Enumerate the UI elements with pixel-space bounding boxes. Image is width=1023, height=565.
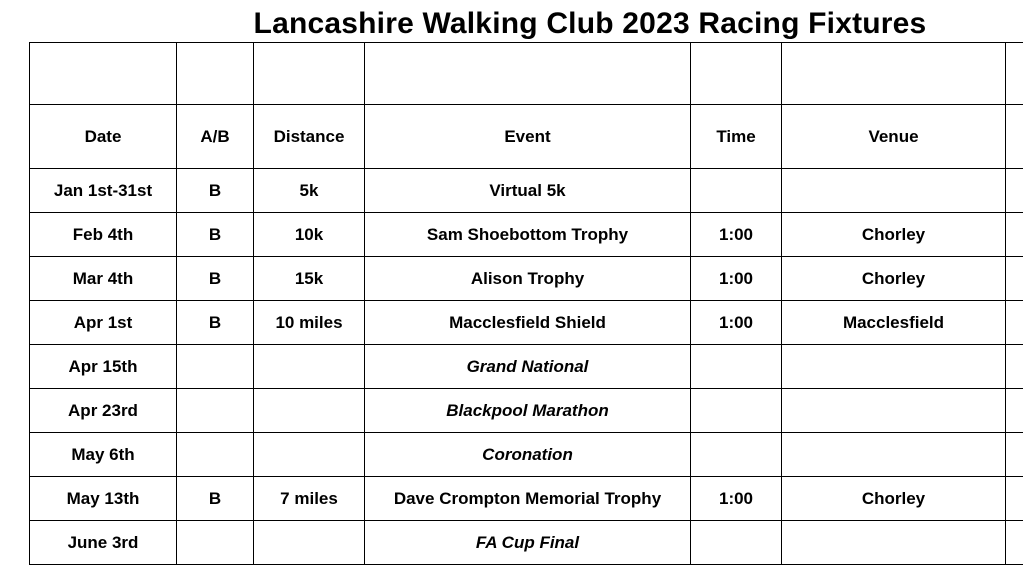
cell-ab: B: [177, 301, 254, 345]
cell-distance: [254, 433, 365, 477]
table-row: [30, 477, 1023, 521]
cell-date: Apr 15th: [30, 345, 177, 389]
cell-date: Mar 4th: [30, 257, 177, 301]
cell-distance: 5k: [254, 169, 365, 213]
table-row: [30, 213, 1023, 257]
cell-distance: [254, 389, 365, 433]
cell-extra: [1006, 389, 1023, 433]
cell-venue: Macclesfield: [782, 301, 1006, 345]
cell-ab: B: [177, 169, 254, 213]
header-time: Time: [691, 105, 782, 169]
cell-event: Alison Trophy: [365, 257, 691, 301]
cell-extra: [1006, 477, 1023, 521]
cell-date: Feb 4th: [30, 213, 177, 257]
cell-distance: 10 miles: [254, 301, 365, 345]
cell-date: Jan 1st-31st: [30, 169, 177, 213]
cell-ab: [177, 389, 254, 433]
table-row: [30, 345, 1023, 389]
cell-ab: B: [177, 477, 254, 521]
cell-ab: [177, 521, 254, 565]
cell-extra: [1006, 433, 1023, 477]
cell-time: [691, 169, 782, 213]
cell-distance: 15k: [254, 257, 365, 301]
blank-cell: [365, 43, 691, 105]
table-row: [30, 389, 1023, 433]
cell-distance: [254, 521, 365, 565]
cell-extra: [1006, 169, 1023, 213]
cell-date: Apr 23rd: [30, 389, 177, 433]
table-row: [30, 257, 1023, 301]
fixtures-table: [29, 42, 1023, 565]
header-ab: A/B: [177, 105, 254, 169]
header-extra: [1006, 105, 1023, 169]
cell-event: Sam Shoebottom Trophy: [365, 213, 691, 257]
header-event: Event: [365, 105, 691, 169]
cell-event: Macclesfield Shield: [365, 301, 691, 345]
blank-cell: [1006, 43, 1023, 105]
cell-venue: Chorley: [782, 257, 1006, 301]
cell-time: 1:00: [691, 301, 782, 345]
table-row: [30, 301, 1023, 345]
table-row: [30, 433, 1023, 477]
cell-ab: [177, 345, 254, 389]
cell-time: [691, 521, 782, 565]
cell-date: May 13th: [30, 477, 177, 521]
cell-extra: [1006, 345, 1023, 389]
cell-extra: [1006, 301, 1023, 345]
cell-time: [691, 389, 782, 433]
blank-cell: [254, 43, 365, 105]
cell-time: [691, 433, 782, 477]
cell-event: Virtual 5k: [365, 169, 691, 213]
cell-time: 1:00: [691, 213, 782, 257]
cell-venue: [782, 433, 1006, 477]
cell-extra: [1006, 213, 1023, 257]
cell-extra: [1006, 257, 1023, 301]
header-distance: Distance: [254, 105, 365, 169]
cell-ab: B: [177, 213, 254, 257]
blank-row: [30, 43, 1023, 105]
cell-time: 1:00: [691, 257, 782, 301]
header-venue: Venue: [782, 105, 1006, 169]
cell-venue: Chorley: [782, 477, 1006, 521]
cell-venue: [782, 169, 1006, 213]
table-row: [30, 169, 1023, 213]
header-row: [30, 105, 1023, 169]
blank-cell: [30, 43, 177, 105]
cell-venue: [782, 345, 1006, 389]
blank-cell: [177, 43, 254, 105]
cell-time: 1:00: [691, 477, 782, 521]
cell-date: June 3rd: [30, 521, 177, 565]
cell-event: Coronation: [365, 433, 691, 477]
header-date: Date: [30, 105, 177, 169]
page-title: Lancashire Walking Club 2023 Racing Fixtures: [0, 5, 1023, 43]
cell-event: FA Cup Final: [365, 521, 691, 565]
cell-event: Grand National: [365, 345, 691, 389]
cell-ab: B: [177, 257, 254, 301]
cell-event: Dave Crompton Memorial Trophy: [365, 477, 691, 521]
cell-distance: [254, 345, 365, 389]
cell-extra: [1006, 521, 1023, 565]
cell-venue: [782, 389, 1006, 433]
blank-cell: [691, 43, 782, 105]
table-row: [30, 521, 1023, 565]
cell-time: [691, 345, 782, 389]
cell-distance: 10k: [254, 213, 365, 257]
cell-date: Apr 1st: [30, 301, 177, 345]
cell-venue: [782, 521, 1006, 565]
cell-ab: [177, 433, 254, 477]
cell-venue: Chorley: [782, 213, 1006, 257]
cell-date: May 6th: [30, 433, 177, 477]
cell-event: Blackpool Marathon: [365, 389, 691, 433]
cell-distance: 7 miles: [254, 477, 365, 521]
blank-cell: [782, 43, 1006, 105]
